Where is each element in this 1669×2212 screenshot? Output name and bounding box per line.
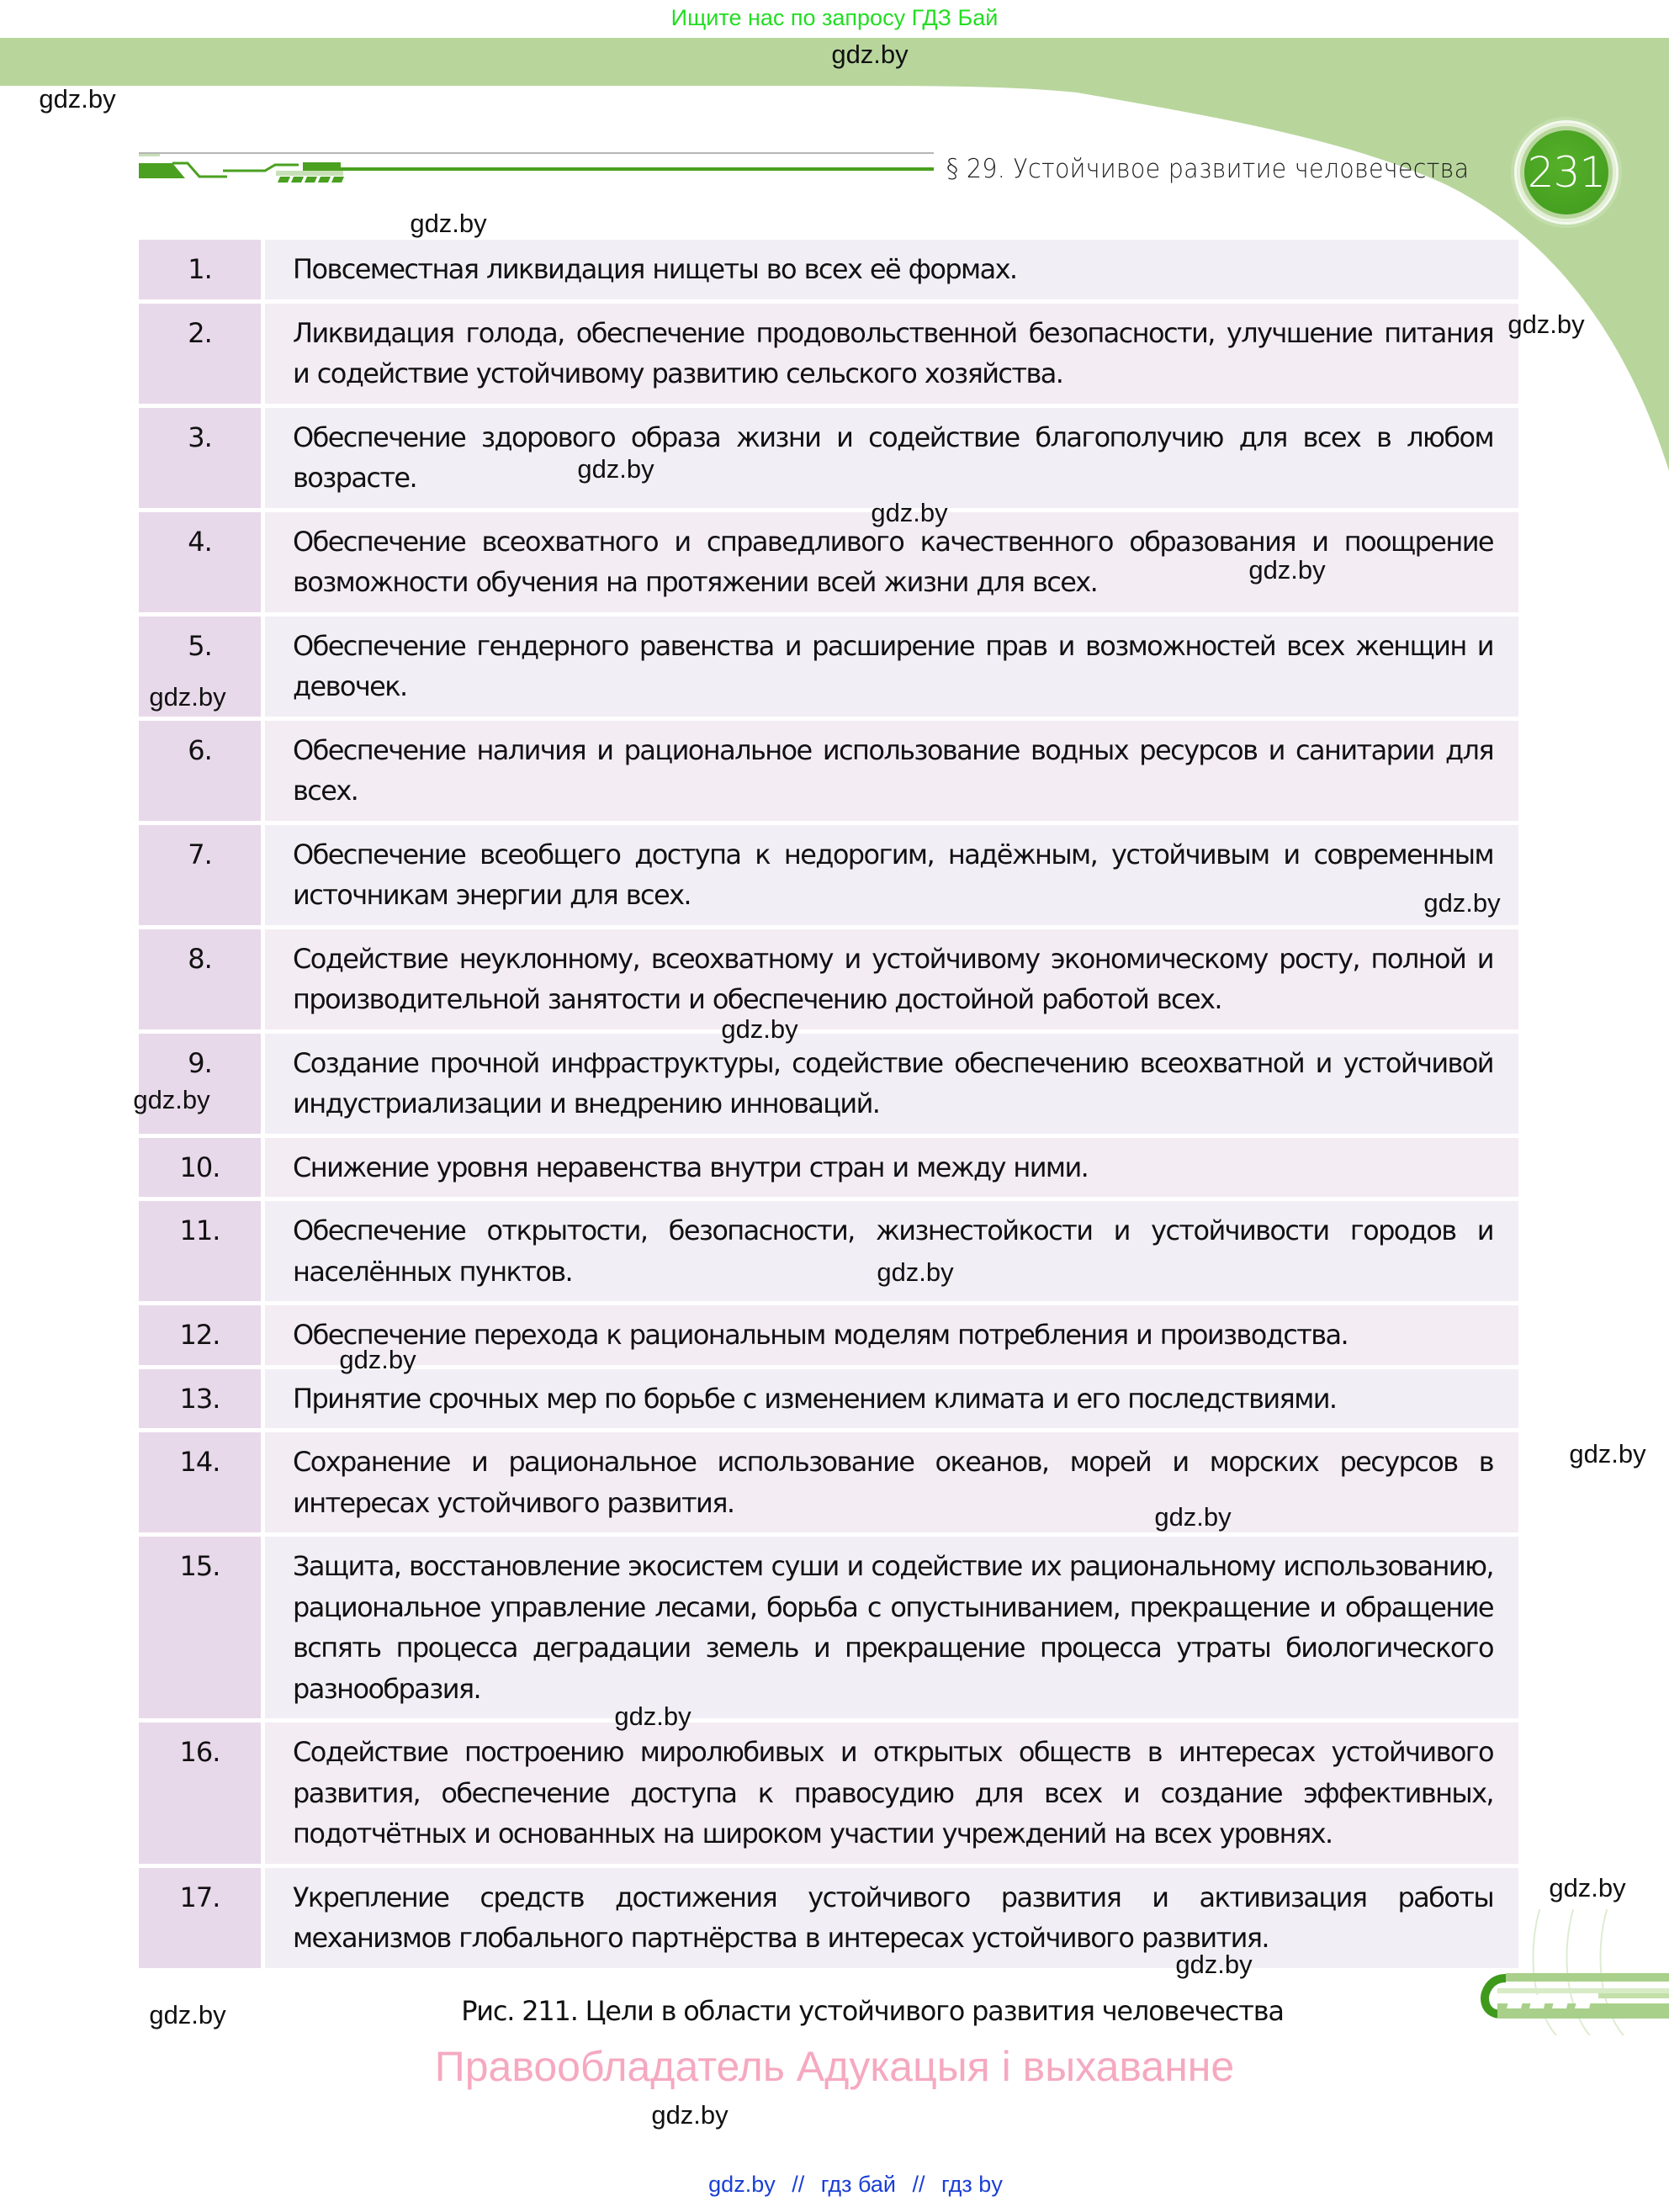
page-number-badge [1514,120,1619,225]
goal-row [139,721,1518,821]
goal-number: 9. [139,1034,261,1134]
goal-row [139,929,1518,1029]
watermark-gdz-by[interactable]: gdz.by [1175,1950,1253,1979]
goal-number: 11. [139,1201,261,1301]
watermark-gdz-by[interactable]: gdz.by [877,1257,954,1287]
goal-text: Обеспечение гендерного равенства и расширение прав и возможностей всех женщин и девочек. [265,617,1518,717]
goal-row [139,1723,1518,1864]
goal-number: 1. [139,240,261,299]
header-decoration [139,143,938,185]
goal-text: Обеспечение наличия и рациональное использование водных ресурсов и санитарии для всех. [265,721,1518,821]
watermark-gdz-by[interactable]: gdz.by [614,1701,691,1731]
goal-row [139,825,1518,925]
watermark-gdz-by[interactable]: gdz.by [410,209,487,238]
goal-number: 5. [139,617,261,717]
goal-row [139,1138,1518,1198]
goal-row [139,304,1518,404]
watermark-gdz-by[interactable]: gdz.by [39,84,116,114]
goal-number: 12. [139,1305,261,1365]
goal-text: Обеспечение перехода к рациональным моделям потребления и производства. [265,1305,1518,1365]
goal-text: Сохранение и рациональное использование океанов, морей и морских ресурсов в интересах устойчивого развития. [265,1432,1518,1532]
goal-number: 8. [139,929,261,1029]
goal-text: Создание прочной инфраструктуры, содействие обеспечению всеохватной и устойчивой индустриализации и внедрению инноваций. [265,1034,1518,1134]
goal-text: Обеспечение открытости, безопасности, жизнестойкости и устойчивости городов и населённых пунктов. [265,1201,1518,1301]
goal-number: 7. [139,825,261,925]
footer-link-gdz-by-cyr[interactable]: гдз by [941,2172,1003,2197]
watermark-gdz-by[interactable]: gdz.by [339,1345,416,1374]
page-number: 231 [1524,130,1608,214]
goal-number: 3. [139,408,261,508]
goal-row [139,1201,1518,1301]
goal-text: Укрепление средств достижения устойчивого развития и активизация работы механизмов глобального партнёрства в интересах устойчивого развития. [265,1868,1518,1968]
watermark-gdz-by[interactable]: gdz.by [1154,1502,1232,1532]
goal-row [139,1369,1518,1429]
section-title: § 29. Устойчивое развитие человечества [946,154,1470,184]
watermark-gdz-by[interactable]: gdz.by [1423,888,1501,918]
watermark-gdz-by[interactable]: gdz.by [871,498,948,527]
goal-text: Защита, восстановление экосистем суши и содействие их рациональному использованию, рациональное управление лесами, борьба с опустыниванием, прекращение и обращение вспять процесса деградации земель и прекращение процесса утраты биологического разнообразия. [265,1537,1518,1718]
watermark-gdz-by[interactable]: gdz.by [577,454,654,484]
goal-row [139,1537,1518,1718]
goal-text: Обеспечение всеобщего доступа к недорогим, надёжным, устойчивым и современным источникам энергии для всех. [265,825,1518,925]
goal-row [139,1432,1518,1532]
goal-text: Ликвидация голода, обеспечение продовольственной безопасности, улучшение питания и содействие устойчивому развитию сельского хозяйства. [265,304,1518,404]
goal-number: 14. [139,1432,261,1532]
watermark-gdz-by[interactable]: gdz.by [1248,555,1326,585]
corner-decoration [1472,1909,1669,2035]
footer-separator: // [912,2172,925,2197]
goal-text: Снижение уровня неравенства внутри стран и между ними. [265,1138,1518,1198]
goal-row [139,1868,1518,1968]
watermark-top[interactable]: gdz.by [831,40,909,69]
goal-number: 15. [139,1537,261,1718]
watermark-gdz-by[interactable]: gdz.by [133,1085,210,1114]
footer-link-gdz-by[interactable]: gdz.by [708,2172,776,2197]
goal-number: 10. [139,1138,261,1198]
goals-table [139,240,1518,1972]
footer-separator: // [792,2172,805,2197]
watermark-gdz-by[interactable]: gdz.by [1507,310,1585,339]
goal-number: 17. [139,1868,261,1968]
goal-text: Обеспечение всеохватного и справедливого качественного образования и поощрение возможности обучения на протяжении всей жизни для всех. [265,512,1518,612]
footer-link-gdz-bai[interactable]: гдз бай [820,2172,896,2197]
goal-row [139,240,1518,299]
goal-number: 2. [139,304,261,404]
goal-number: 4. [139,512,261,612]
goal-row [139,1034,1518,1134]
goal-number: 13. [139,1369,261,1429]
goal-text: Обеспечение здорового образа жизни и содействие благополучию для всех в любом возрасте. [265,408,1518,508]
goal-text: Содействие построению миролюбивых и открытых обществ в интересах устойчивого развития, обеспечение доступа к правосудию для всех и создание эффективных, подотчётных и основанных на широком участии учреждений на всех уровнях. [265,1723,1518,1864]
goal-number: 6. [139,721,261,821]
watermark-gdz-by[interactable]: gdz.by [149,2000,226,2029]
watermark-gdz-by[interactable]: gdz.by [1569,1439,1646,1468]
copyright-notice: Правообладатель Адукацыя і выхаванне [434,2043,1235,2090]
search-hint[interactable]: Ищите нас по запросу ГДЗ Бай [0,0,1669,38]
goal-row [139,617,1518,717]
goal-number: 16. [139,1723,261,1864]
watermark-gdz-by[interactable]: gdz.by [1549,1873,1626,1902]
watermark-gdz-by[interactable]: gdz.by [651,2100,729,2130]
watermark-gdz-by[interactable]: gdz.by [721,1014,798,1044]
goal-text: Содействие неуклонному, всеохватному и устойчивому экономическому росту, полной и производительной занятости и обеспечению достойной работой всех. [265,929,1518,1029]
goal-text: Принятие срочных мер по борьбе с изменением климата и его последствиями. [265,1369,1518,1429]
goal-text: Повсеместная ликвидация нищеты во всех её формах. [265,240,1518,299]
watermark-gdz-by[interactable]: gdz.by [149,682,226,712]
goal-row [139,408,1518,508]
figure-caption: Рис. 211. Цели в области устойчивого развития человечества [461,1995,1284,2027]
footer-links [0,2172,1669,2198]
